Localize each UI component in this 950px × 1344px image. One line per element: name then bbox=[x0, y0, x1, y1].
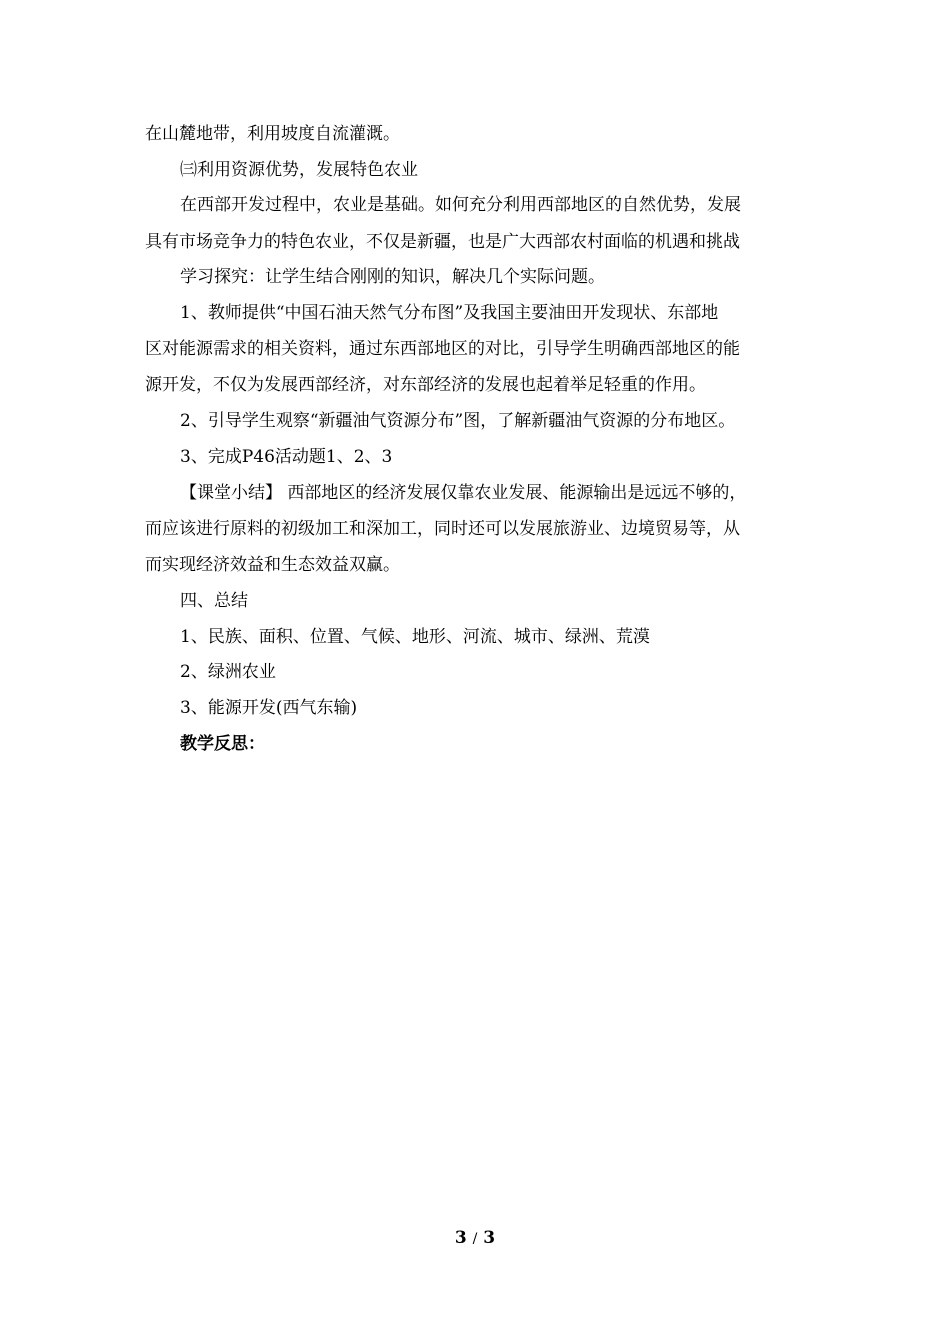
list-item: 1、民族、面积、位置、气候、地形、河流、城市、绿洲、荒漠 bbox=[180, 627, 650, 647]
text-line: 在西部开发过程中，农业是基础。如何充分利用西部地区的自然优势，发展 bbox=[180, 195, 741, 215]
text-line: 具有市场竞争力的特色农业，不仅是新疆，也是广大西部农村面临的机遇和挑战 bbox=[145, 232, 740, 252]
list-item: 3、能源开发(西气东输) bbox=[180, 698, 358, 718]
list-item: 2、绿洲农业 bbox=[180, 662, 276, 682]
text-line: 3、完成P46活动题1、2、3 bbox=[180, 447, 393, 467]
text-line: 而应该进行原料的初级加工和深加工，同时还可以发展旅游业、边境贸易等，从 bbox=[145, 519, 740, 539]
current-page: 3 bbox=[454, 1228, 467, 1248]
text-line: 学习探究：让学生结合刚刚的知识，解决几个实际问题。 bbox=[180, 267, 605, 287]
text-line: 源开发，不仅为发展西部经济，对东部经济的发展也起着举足轻重的作用。 bbox=[145, 375, 706, 395]
section-heading: 四、总结 bbox=[180, 591, 248, 611]
text-line: 而实现经济效益和生态效益双赢。 bbox=[145, 555, 400, 575]
summary-line: 【课堂小结】 西部地区的经济发展仅靠农业发展、能源输出是远远不够的， bbox=[180, 483, 747, 503]
text-line: 2、引导学生观察“新疆油气资源分布”图，了解新疆油气资源的分布地区。 bbox=[180, 411, 736, 431]
section-heading: ㈢利用资源优势，发展特色农业 bbox=[180, 160, 418, 180]
page-number bbox=[0, 1226, 950, 1251]
page-separator: / bbox=[472, 1231, 478, 1247]
text-line: 在山麓地带，利用坡度自流灌溉。 bbox=[145, 124, 400, 144]
text-line: 区对能源需求的相关资料，通过东西部地区的对比，引导学生明确西部地区的能 bbox=[145, 339, 740, 359]
text-line: 1、教师提供“中国石油天然气分布图”及我国主要油田开发现状、东部地 bbox=[180, 303, 719, 323]
total-pages: 3 bbox=[483, 1228, 496, 1248]
reflection-heading: 教学反思： bbox=[180, 734, 265, 754]
